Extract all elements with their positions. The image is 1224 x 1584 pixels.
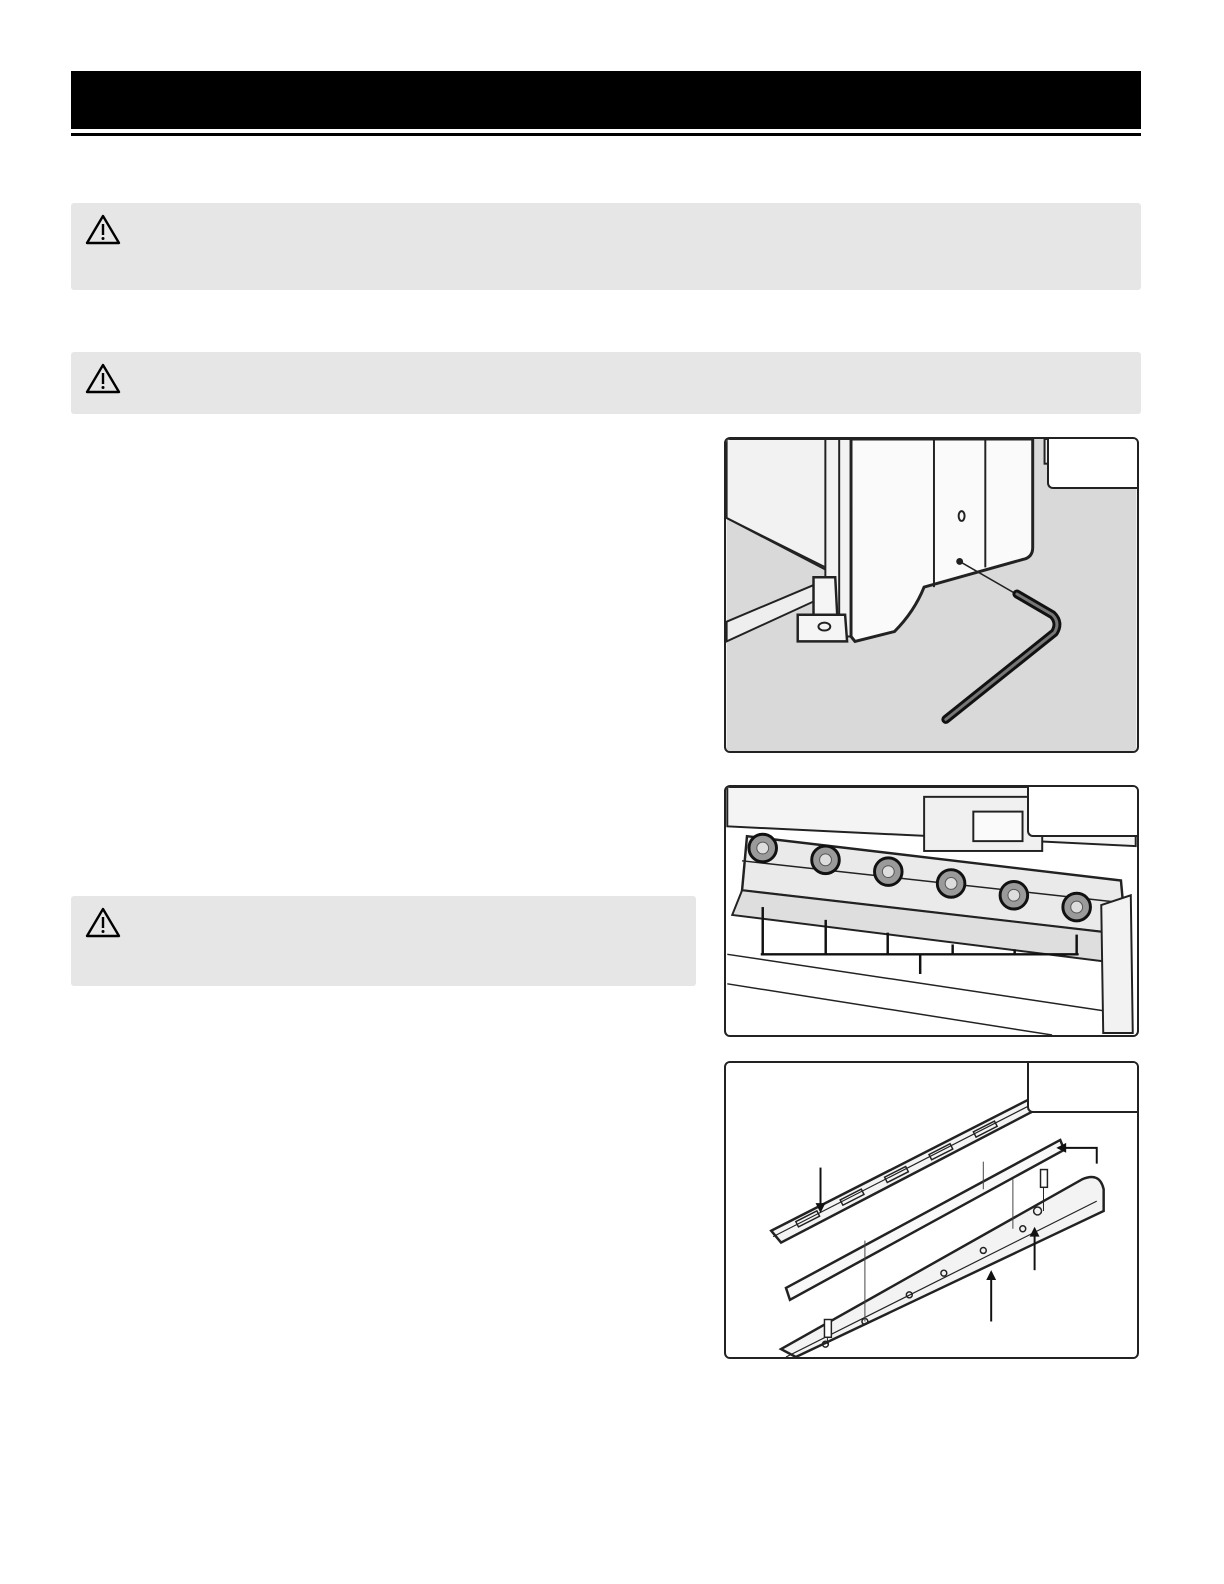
- warning-box-1: [71, 203, 1141, 290]
- warning-triangle-icon: [85, 906, 121, 938]
- blade-bolt-head: [820, 854, 832, 866]
- section-header-bar: [71, 71, 1141, 129]
- warning-triangle-icon: [85, 213, 121, 245]
- blade-bolt-head: [945, 878, 957, 890]
- blade-bolt-head: [1008, 889, 1020, 901]
- warning-box-3: [71, 896, 696, 986]
- figure-blade-exploded: [724, 1061, 1139, 1359]
- figure-blade-bolts: [724, 785, 1139, 1037]
- figure-hex-key: [724, 437, 1139, 753]
- blade-bolt-head: [1071, 901, 1083, 913]
- figure-label-box: [1027, 787, 1137, 837]
- blade-bolt-head: [882, 866, 894, 878]
- warning-triangle-icon: [85, 362, 121, 394]
- blade-bolt-head: [757, 842, 769, 854]
- figure-label-box: [1047, 439, 1137, 489]
- figure-label-box: [1027, 1063, 1137, 1113]
- warning-box-2: [71, 352, 1141, 414]
- header-rule: [71, 133, 1141, 136]
